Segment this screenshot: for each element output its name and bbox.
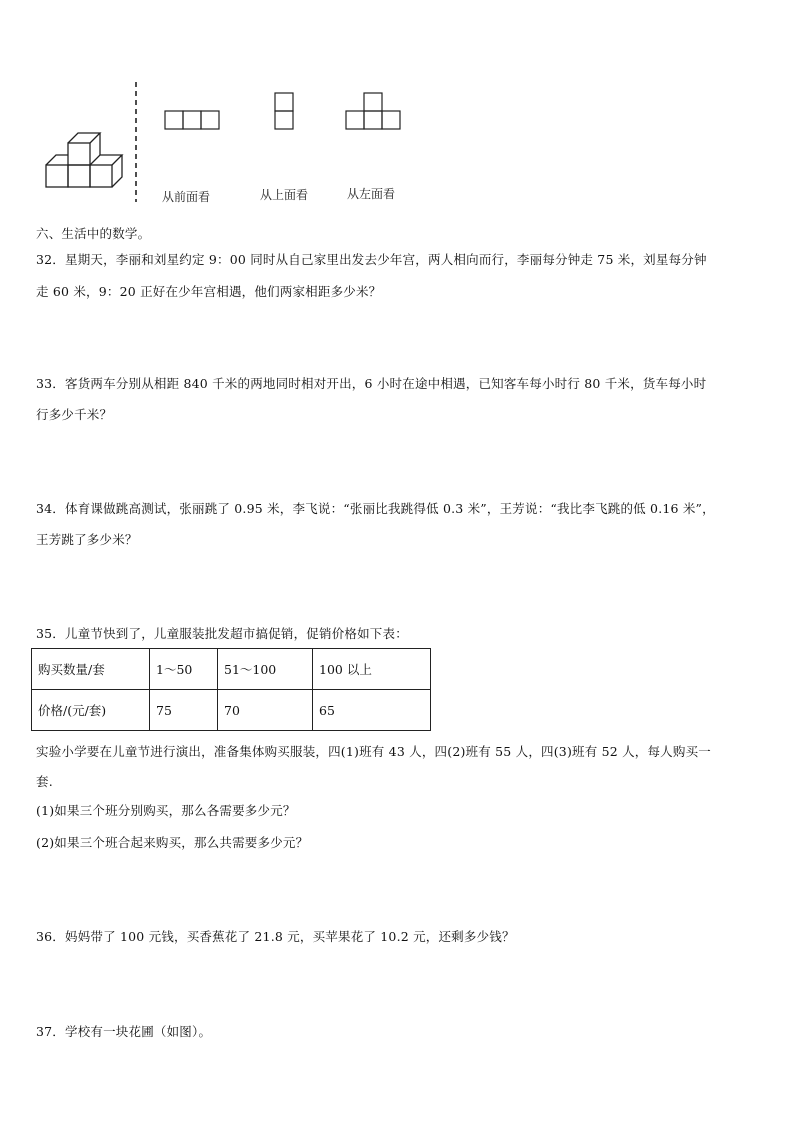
problem-33-line-1: 33．客货两车分别从相距 840 千米的两地同时相对开出，6 小时在途中相遇，已知客车每小时行 80 千米，货车每小时 [36, 376, 707, 391]
front-view-figure [164, 110, 224, 132]
left-view-caption: 从左面看 [347, 187, 396, 201]
table-cell: 70 [218, 690, 313, 731]
top-view-caption: 从上面看 [260, 188, 309, 202]
problem-35-line-2: 套. [36, 774, 53, 789]
dashed-divider [134, 82, 138, 202]
table-cell: 65 [313, 690, 431, 731]
problem-35-line-1: 实验小学要在儿童节进行演出，准备集体购买服装，四(1)班有 43 人，四(2)班有 55 人，四(3)班有 52 人，每人购买一 [36, 744, 711, 759]
top-view-figure [274, 92, 298, 134]
problem-32-line-1: 32．星期天，李丽和刘星约定 9：00 同时从自己家里出发去少年宫，两人相向而行，李丽每分钟走 75 米，刘星每分钟 [36, 252, 707, 267]
problem-34-line-1: 34．体育课做跳高测试，张丽跳了 0.95 米，李飞说：“张丽比我跳得低 0.3 米”，王芳说：“我比李飞跳的低 0.16 米”， [36, 501, 715, 516]
problem-35-question-2: (2)如果三个班合起来购买，那么共需要多少元？ [36, 835, 309, 850]
problem-36-line-1: 36．妈妈带了 100 元钱，买香蕉花了 21.8 元，买苹果花了 10.2 元，还剩多少钱？ [36, 929, 515, 944]
problem-35-question-1: (1)如果三个班分别购买，那么各需要多少元？ [36, 803, 296, 818]
problem-37-line-1: 37．学校有一块花圃（如图）。 [36, 1024, 212, 1039]
problem-32-line-2: 走 60 米，9：20 正好在少年宫相遇，他们两家相距多少米？ [36, 284, 382, 299]
problem-34-line-2: 王芳跳了多少米？ [36, 532, 138, 547]
table-cell: 100 以上 [313, 649, 431, 690]
problem-33-line-2: 行多少千米？ [36, 407, 113, 422]
table-cell: 价格/(元/套) [32, 690, 150, 731]
table-cell: 51～100 [218, 649, 313, 690]
section-title: 六、生活中的数学。 [36, 226, 151, 241]
table-cell: 购买数量/套 [32, 649, 150, 690]
front-view-caption: 从前面看 [162, 190, 211, 204]
table-cell: 1～50 [150, 649, 218, 690]
table-cell: 75 [150, 690, 218, 731]
table-row [32, 649, 431, 690]
left-view-figure [345, 92, 405, 134]
cube-stack-figure [44, 125, 134, 195]
price-table [31, 648, 431, 731]
problem-35-intro: 35．儿童节快到了，儿童服装批发超市搞促销，促销价格如下表： [36, 626, 408, 641]
table-row [32, 690, 431, 731]
